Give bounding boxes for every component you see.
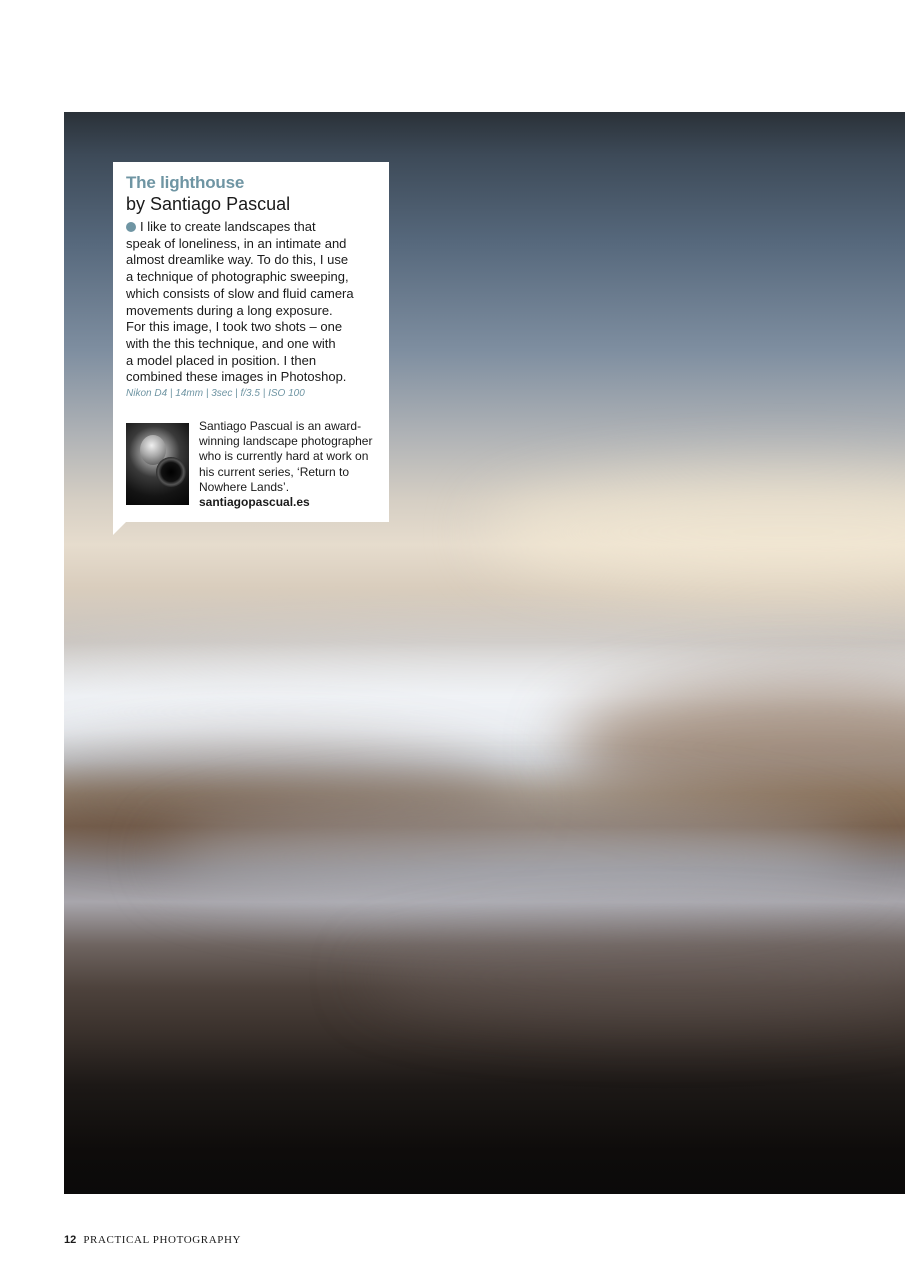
caption-byline: by Santiago Pascual (126, 194, 291, 214)
caption-body-line: a technique of photographic sweeping, (126, 269, 349, 285)
bullet-icon (126, 222, 136, 232)
caption-body-line: which consists of slow and fluid camera (126, 285, 354, 301)
caption-box (113, 162, 389, 522)
camera-lens-icon (156, 457, 186, 487)
author-portrait (126, 423, 189, 505)
bio-line: Santiago Pascual is an award- (199, 419, 362, 433)
page-number: 12 (64, 1234, 77, 1246)
caption-pointer (113, 521, 127, 535)
page-footer (64, 1234, 241, 1246)
author-website-link[interactable]: santiagopascual.es (199, 495, 310, 510)
caption-body-line: I like to create landscapes that (126, 219, 384, 236)
author-bio (199, 419, 385, 510)
bio-line: winning landscape photographer (199, 434, 373, 449)
photo-glow-band (484, 472, 905, 592)
caption-body-line: speak of loneliness, in an intimate and (126, 235, 347, 251)
photo-lower-streak (364, 932, 905, 1022)
caption-body-line: almost dreamlike way. To do this, I use (126, 252, 349, 268)
caption-body-line: movements during a long exposure. (126, 302, 333, 318)
caption-body-line: For this image, I took two shots – one (126, 319, 343, 335)
caption-body (126, 219, 384, 386)
photo-water-streak (164, 802, 864, 912)
magazine-name: PRACTICAL PHOTOGRAPHY (83, 1234, 242, 1246)
caption-title: The lighthouse (126, 173, 245, 192)
caption-body-line: a model placed in position. I then (126, 352, 317, 368)
bio-line: his current series, ‘Return to (199, 464, 350, 479)
bio-line: Nowhere Lands’. (199, 479, 290, 494)
bio-line: who is currently hard at work on (199, 449, 369, 464)
camera-specs: Nikon D4 | 14mm | 3sec | f/3.5 | ISO 100 (126, 388, 305, 399)
caption-body-line: combined these images in Photoshop. (126, 369, 347, 385)
caption-body-line: with the this technique, and one with (126, 335, 336, 351)
